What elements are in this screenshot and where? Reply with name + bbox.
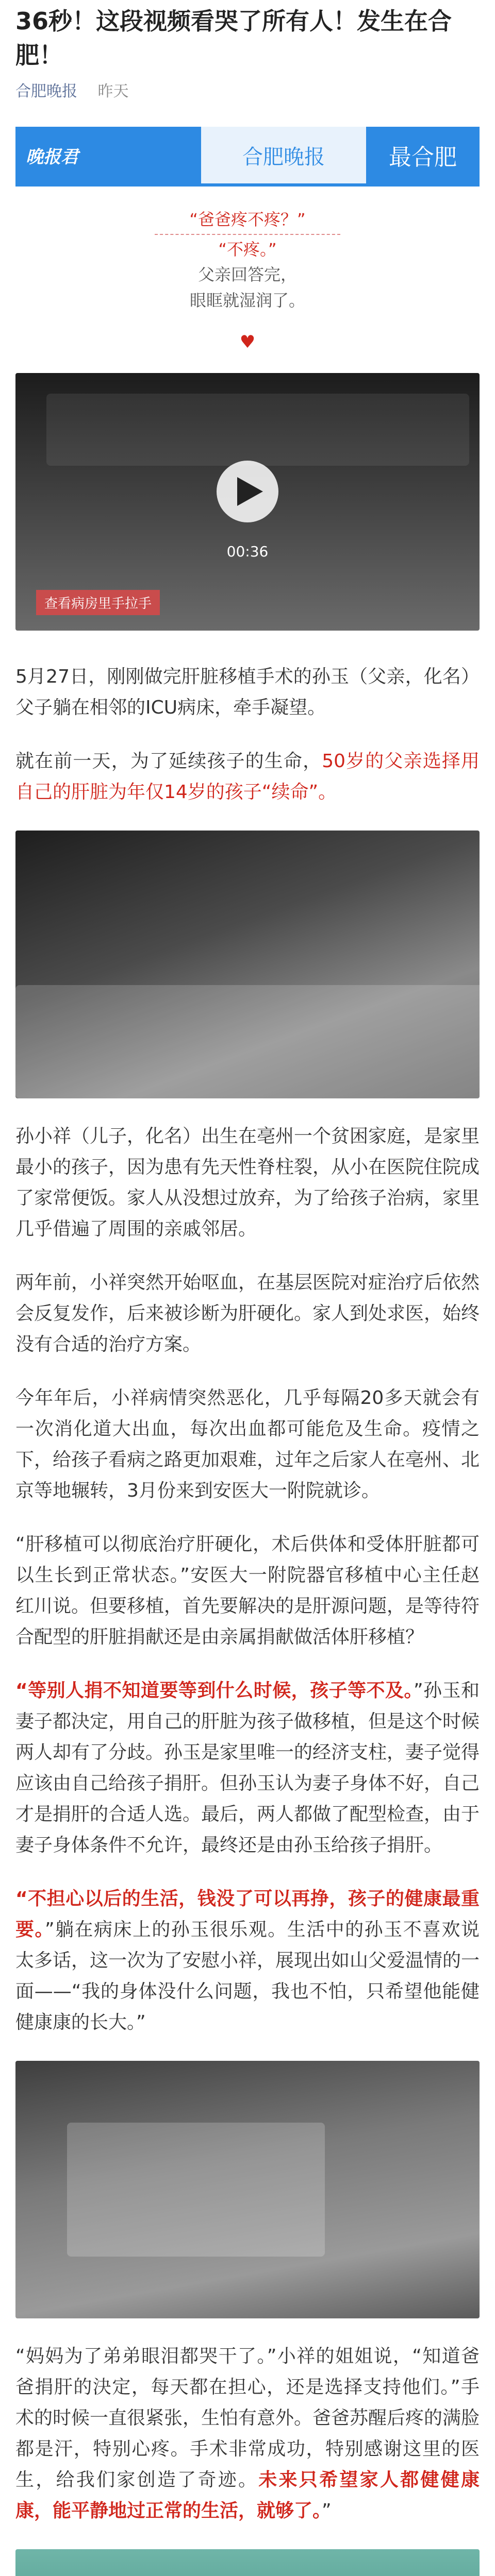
brand-banner xyxy=(15,127,480,187)
paragraph-2 xyxy=(0,746,495,808)
play-icon xyxy=(237,477,263,506)
dialog-line-1: 父亲回答完， xyxy=(197,265,297,284)
paragraph-7 xyxy=(0,1675,495,1861)
photo-bed-shape xyxy=(15,985,480,1098)
paragraph-6: “肝移植可以彻底治疗肝硬化，术后供体和受体肝脏都可以生长到正常状态。”安医大一附院器官移植中心主任赵红川说。但要移植，首先要解决的是肝源问题，是等待符合配型的肝脏捐献还是由亲属捐献做活体肝移植？ xyxy=(15,1534,480,1648)
paragraph-9-text: “妈妈为了弟弟眼泪都哭干了。”小祥的姐姐说，“知道爸爸捐肝的決定，每天都在担心，还是选择支持他们。”手术的时候一直很紧张，生怕有意外。爸爸苏醒后疼的满脸都是汗，特别心疼。手术非常成功，特别感谢这里的医生，给我们家创造了奇迹。 xyxy=(15,2346,480,2490)
article-meta xyxy=(0,72,495,101)
paragraph-9-end: ” xyxy=(322,2500,332,2521)
video-duration: 00:36 xyxy=(226,543,269,560)
banner-name: 合肥晚报 xyxy=(201,127,366,183)
quote-dialog xyxy=(0,187,495,313)
account-name-link[interactable]: 合肥晚报 xyxy=(15,82,77,100)
play-button[interactable] xyxy=(217,461,278,522)
divider xyxy=(155,234,340,235)
paragraph-5: 今年年后，小祥病情突然恶化，几乎每隔20多天就会有一次消化道大出血，每次出血都可能危及生命。疫情之下，给孩子看病之路更加艰难，过年之后家人在亳州、北京等地辗转，3月份来到安医大一附院就诊。 xyxy=(15,1387,480,1501)
video-frame-shape xyxy=(46,394,469,466)
article-title: 36秒！这段视频看哭了所有人！发生在合肥！ xyxy=(15,7,452,69)
photo-father-son xyxy=(15,831,480,1098)
photo-icu-patient xyxy=(15,2061,480,2318)
photo-bed-shape-2 xyxy=(67,2123,325,2257)
paragraph-3: 孙小祥（儿子，化名）出生在亳州一个贫困家庭，是家里最小的孩子，因为患有先天性脊柱裂，从小在医院住院成了家常便饭。家人从没想过放弃，为了给孩子治病，家里几乎借遍了周围的亲戚邻居。 xyxy=(15,1126,480,1240)
paragraph-8 xyxy=(0,1884,495,2038)
video-player[interactable] xyxy=(15,373,480,631)
paragraph-7-text: ”孙玉和妻子都決定，用自己的肝脏为孩子做移植，但是这个时候两人却有了分歧。孙玉是家里唯一的经济支柱，妻子觉得应该由自己给孩子捐肝。但孙玉认为妻子身体不好，自己才是捐肝的合适人选。最后，两人都做了配型检查，由于妻子身体条件不允许，最终还是由孙玉给孩子捐肝。 xyxy=(15,1680,480,1856)
dialog-line-2: 眼眶就湿润了。 xyxy=(189,291,305,310)
dialog-answer: “不疼。” xyxy=(218,240,277,259)
paragraph-8-text: ”躺在病床上的孙玉很乐观。生活中的孙玉不喜欢说太多话，这一次为了安慰小祥，展现出如山父爱温情的一面——“我的身体没什么问题，我也不怕，只希望他能健健康康的长大。” xyxy=(15,1919,480,2033)
heart-icon: ♥ xyxy=(239,332,256,352)
photo-surgery xyxy=(15,2549,480,2576)
paragraph-8-highlight: “不担心以后的生活，钱没了可以再挣，孩子的健康最重要。 xyxy=(15,1888,480,1940)
paragraph-2-text: 就在前一天，为了延续孩子的生命， xyxy=(15,751,322,772)
video-caption: 查看病房里手拉手 xyxy=(36,590,160,615)
dialog-question: “爸爸疼不疼？” xyxy=(189,210,306,229)
paragraph-1: 5月27日，刚刚做完肝脏移植手术的孙玉（父亲，化名）父子躺在相邻的ICU病床，牵手凝望。 xyxy=(15,666,480,718)
paragraph-4: 两年前，小祥突然开始呕血，在基层医院对症治疗后依然会反复发作，后来被诊断为肝硬化。家人到处求医，始终没有合适的治疗方案。 xyxy=(15,1272,480,1355)
paragraph-9-highlight: 未来只希望家人都健健康康，能平静地过正常的生活，就够了。 xyxy=(15,2469,480,2521)
banner-logo: 晚报君 xyxy=(15,127,201,183)
paragraph-2-highlight: 50岁的父亲选择用自己的肝脏为年仅14岁的孩子“续命”。 xyxy=(15,751,480,803)
banner-tag: 最合肥 xyxy=(366,127,480,183)
publish-time: 昨天 xyxy=(97,82,129,100)
paragraph-7-highlight: “等别人捐不知道要等到什么时候，孩子等不及。 xyxy=(15,1680,414,1701)
paragraph-9 xyxy=(0,2341,495,2527)
